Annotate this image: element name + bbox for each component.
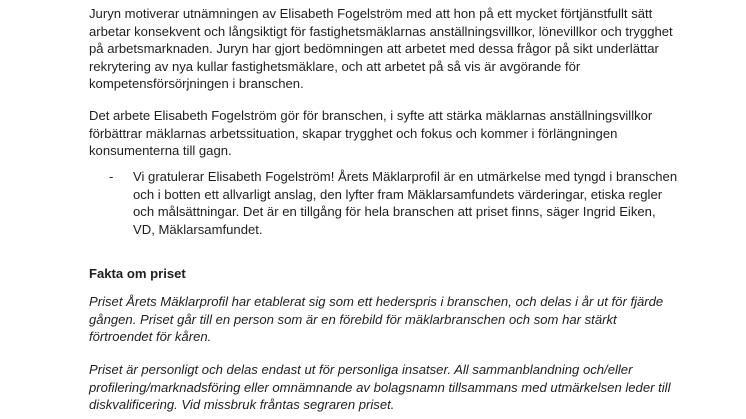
text-line: förtroendet för kåren.: [89, 329, 212, 344]
quote-text: [133, 168, 677, 238]
text-line: på arbetsmarknaden. Juryn har gjort bedömningen att arbetet med dessa frågor på sikt underlättar: [89, 41, 659, 56]
text-line: kompetensförsörjningen i branschen.: [89, 76, 304, 91]
text-line: Vi gratulerar Elisabeth Fogelström! Årets Mäklarprofil är en utmärkelse med tyngd i branschen: [133, 169, 678, 184]
text-line: VD, Mäklarsamfundet.: [133, 221, 263, 237]
text-line: och målsättningar. Det är en tillgång för hela branschen att priset finns, säger Ingrid Eiken,: [133, 204, 656, 219]
text-line: Priset är personligt och delas endast ut för personliga insatser. All sammanblandning och/eller: [89, 362, 633, 377]
paragraph-prize-facts: [89, 293, 663, 346]
text-line: arbetar konsekvent och långsiktigt för fastighetsmäklarnas anställningsvillkor, lönevillkor och trygghet: [89, 23, 673, 39]
text-line: rekrytering av nya kullar fastighetsmäklare, och att arbetet på så vis är avgörande för: [89, 58, 581, 74]
section-heading: Fakta om priset: [89, 266, 186, 281]
paragraph-jury-motivation: [89, 5, 673, 93]
text-line: diskvalificering. Vid missbruk fråntas segraren priset.: [89, 397, 395, 412]
paragraph-prize-rules: [89, 361, 671, 414]
text-line: Juryn motiverar utnämningen av Elisabeth Fogelström med att hon på ett mycket förtjänstfullt sätt: [89, 6, 653, 21]
text-line: Priset Årets Mäklarprofil har etablerat sig som ett hederspris i branschen, och delas i år ut för fjärde: [89, 294, 664, 309]
text-line: Det arbete Elisabeth Fogelström gör för branschen, i syfte att stärka mäklarnas anställningsvillkor: [89, 108, 653, 123]
text-line: profilering/marknadsföring eller omnämnande av bolagsnamn tillsammans med utmärkelsen leder till: [89, 379, 671, 395]
paragraph-work-for-industry: [89, 107, 652, 160]
text-line: förbättrar mäklarnas arbetssituation, skapar trygghet och fokus och kommer i förlängningen: [89, 125, 618, 141]
text-line: konsumenterna till gagn.: [89, 143, 232, 158]
bullet-dash: -: [109, 169, 114, 184]
text-line: gången. Priset går till en person som är en förebild för mäklarbranschen och som har stärkt: [89, 311, 617, 327]
text-line: och i botten ett allvarligt anslag, den lyfter fram Mäklarsamfundets värderingar, etiska regler: [133, 186, 663, 202]
